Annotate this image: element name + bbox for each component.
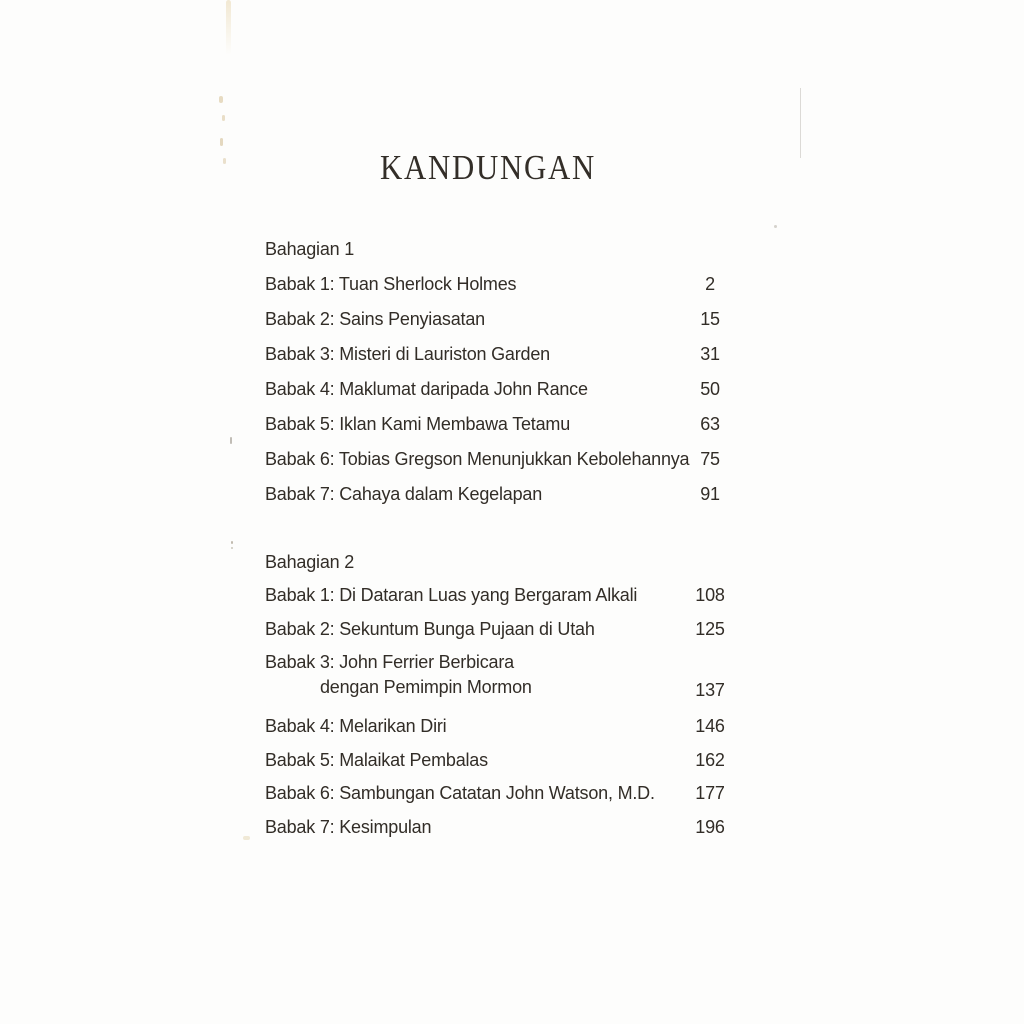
scan-artifact <box>219 96 223 103</box>
toc-entry-label-line2: dengan Pemimpin Mormon <box>320 677 532 697</box>
toc-entry-page: 196 <box>695 816 725 837</box>
toc-entry-page: 162 <box>695 749 725 770</box>
toc-entry <box>265 342 731 377</box>
scan-artifact <box>243 836 250 840</box>
toc-entry <box>265 583 731 617</box>
toc-entry-page: 91 <box>700 484 720 504</box>
scan-artifact <box>230 437 232 444</box>
toc-entry <box>265 650 731 714</box>
page-edge-line <box>800 88 801 158</box>
scan-artifact <box>222 115 225 121</box>
toc-entry-label-line1: Babak 3: John Ferrier Berbicara <box>265 652 514 672</box>
section-heading: Bahagian 2 <box>265 552 355 572</box>
scan-artifact <box>774 225 777 228</box>
toc-section-2 <box>265 550 731 848</box>
toc-entry-page: 50 <box>700 379 720 399</box>
toc-entry-page: 137 <box>695 680 725 700</box>
scan-artifact <box>226 0 231 55</box>
toc-entry-page: 125 <box>695 618 725 639</box>
toc-entry-label: Babak 1: Di Dataran Luas yang Bergaram Alkali <box>265 585 638 605</box>
toc-entry <box>265 714 731 748</box>
toc-entry <box>265 447 731 482</box>
toc-section-1 <box>265 237 731 517</box>
toc-entry <box>265 482 731 517</box>
toc-entry-page: 108 <box>695 585 725 605</box>
toc-entry-page: 75 <box>700 449 720 469</box>
scan-artifact <box>223 158 226 164</box>
toc-entry-page: 2 <box>705 274 715 294</box>
scan-artifact <box>231 547 233 549</box>
toc-entry-label: Babak 4: Melarikan Diri <box>265 716 447 736</box>
toc-entry-label: Babak 4: Maklumat daripada John Rance <box>265 379 588 399</box>
toc-entry-label: Babak 7: Cahaya dalam Kegelapan <box>265 484 543 504</box>
toc-entry-label: Babak 2: Sekuntum Bunga Pujaan di Utah <box>265 618 595 639</box>
toc-entry-label: Babak 6: Sambungan Catatan John Watson, M.D. <box>265 783 655 803</box>
toc-entry-label: Babak 5: Malaikat Pembalas <box>265 749 488 770</box>
toc-entry <box>265 781 731 815</box>
toc-entry-label: Babak 5: Iklan Kami Membawa Tetamu <box>265 414 571 434</box>
toc-entry-label: Babak 7: Kesimpulan <box>265 816 432 837</box>
toc-entry-label: Babak 1: Tuan Sherlock Holmes <box>265 274 517 294</box>
toc-entry <box>265 412 731 447</box>
toc-entry-label: Babak 3: Misteri di Lauriston Garden <box>265 344 550 364</box>
toc-entry <box>265 748 731 782</box>
toc-entry-label <box>265 650 689 700</box>
page-title: KANDUNGAN <box>379 148 597 187</box>
toc-entry-page: 63 <box>700 414 720 434</box>
toc-entry <box>265 815 731 849</box>
toc-entry <box>265 377 731 412</box>
toc-entry <box>265 307 731 342</box>
toc-entry-page: 31 <box>700 344 720 364</box>
scan-artifact <box>220 138 223 146</box>
toc-entry-page: 177 <box>695 783 725 803</box>
toc-entry-page: 15 <box>700 309 720 329</box>
toc-entry <box>265 272 731 307</box>
section-heading: Bahagian 1 <box>265 239 355 259</box>
toc-entry-page: 146 <box>695 716 725 736</box>
toc-entry <box>265 617 731 651</box>
toc-entry-label: Babak 2: Sains Penyiasatan <box>265 309 485 329</box>
scan-artifact <box>231 541 233 544</box>
toc-entry-label: Babak 6: Tobias Gregson Menunjukkan Kebolehannya <box>265 449 690 469</box>
